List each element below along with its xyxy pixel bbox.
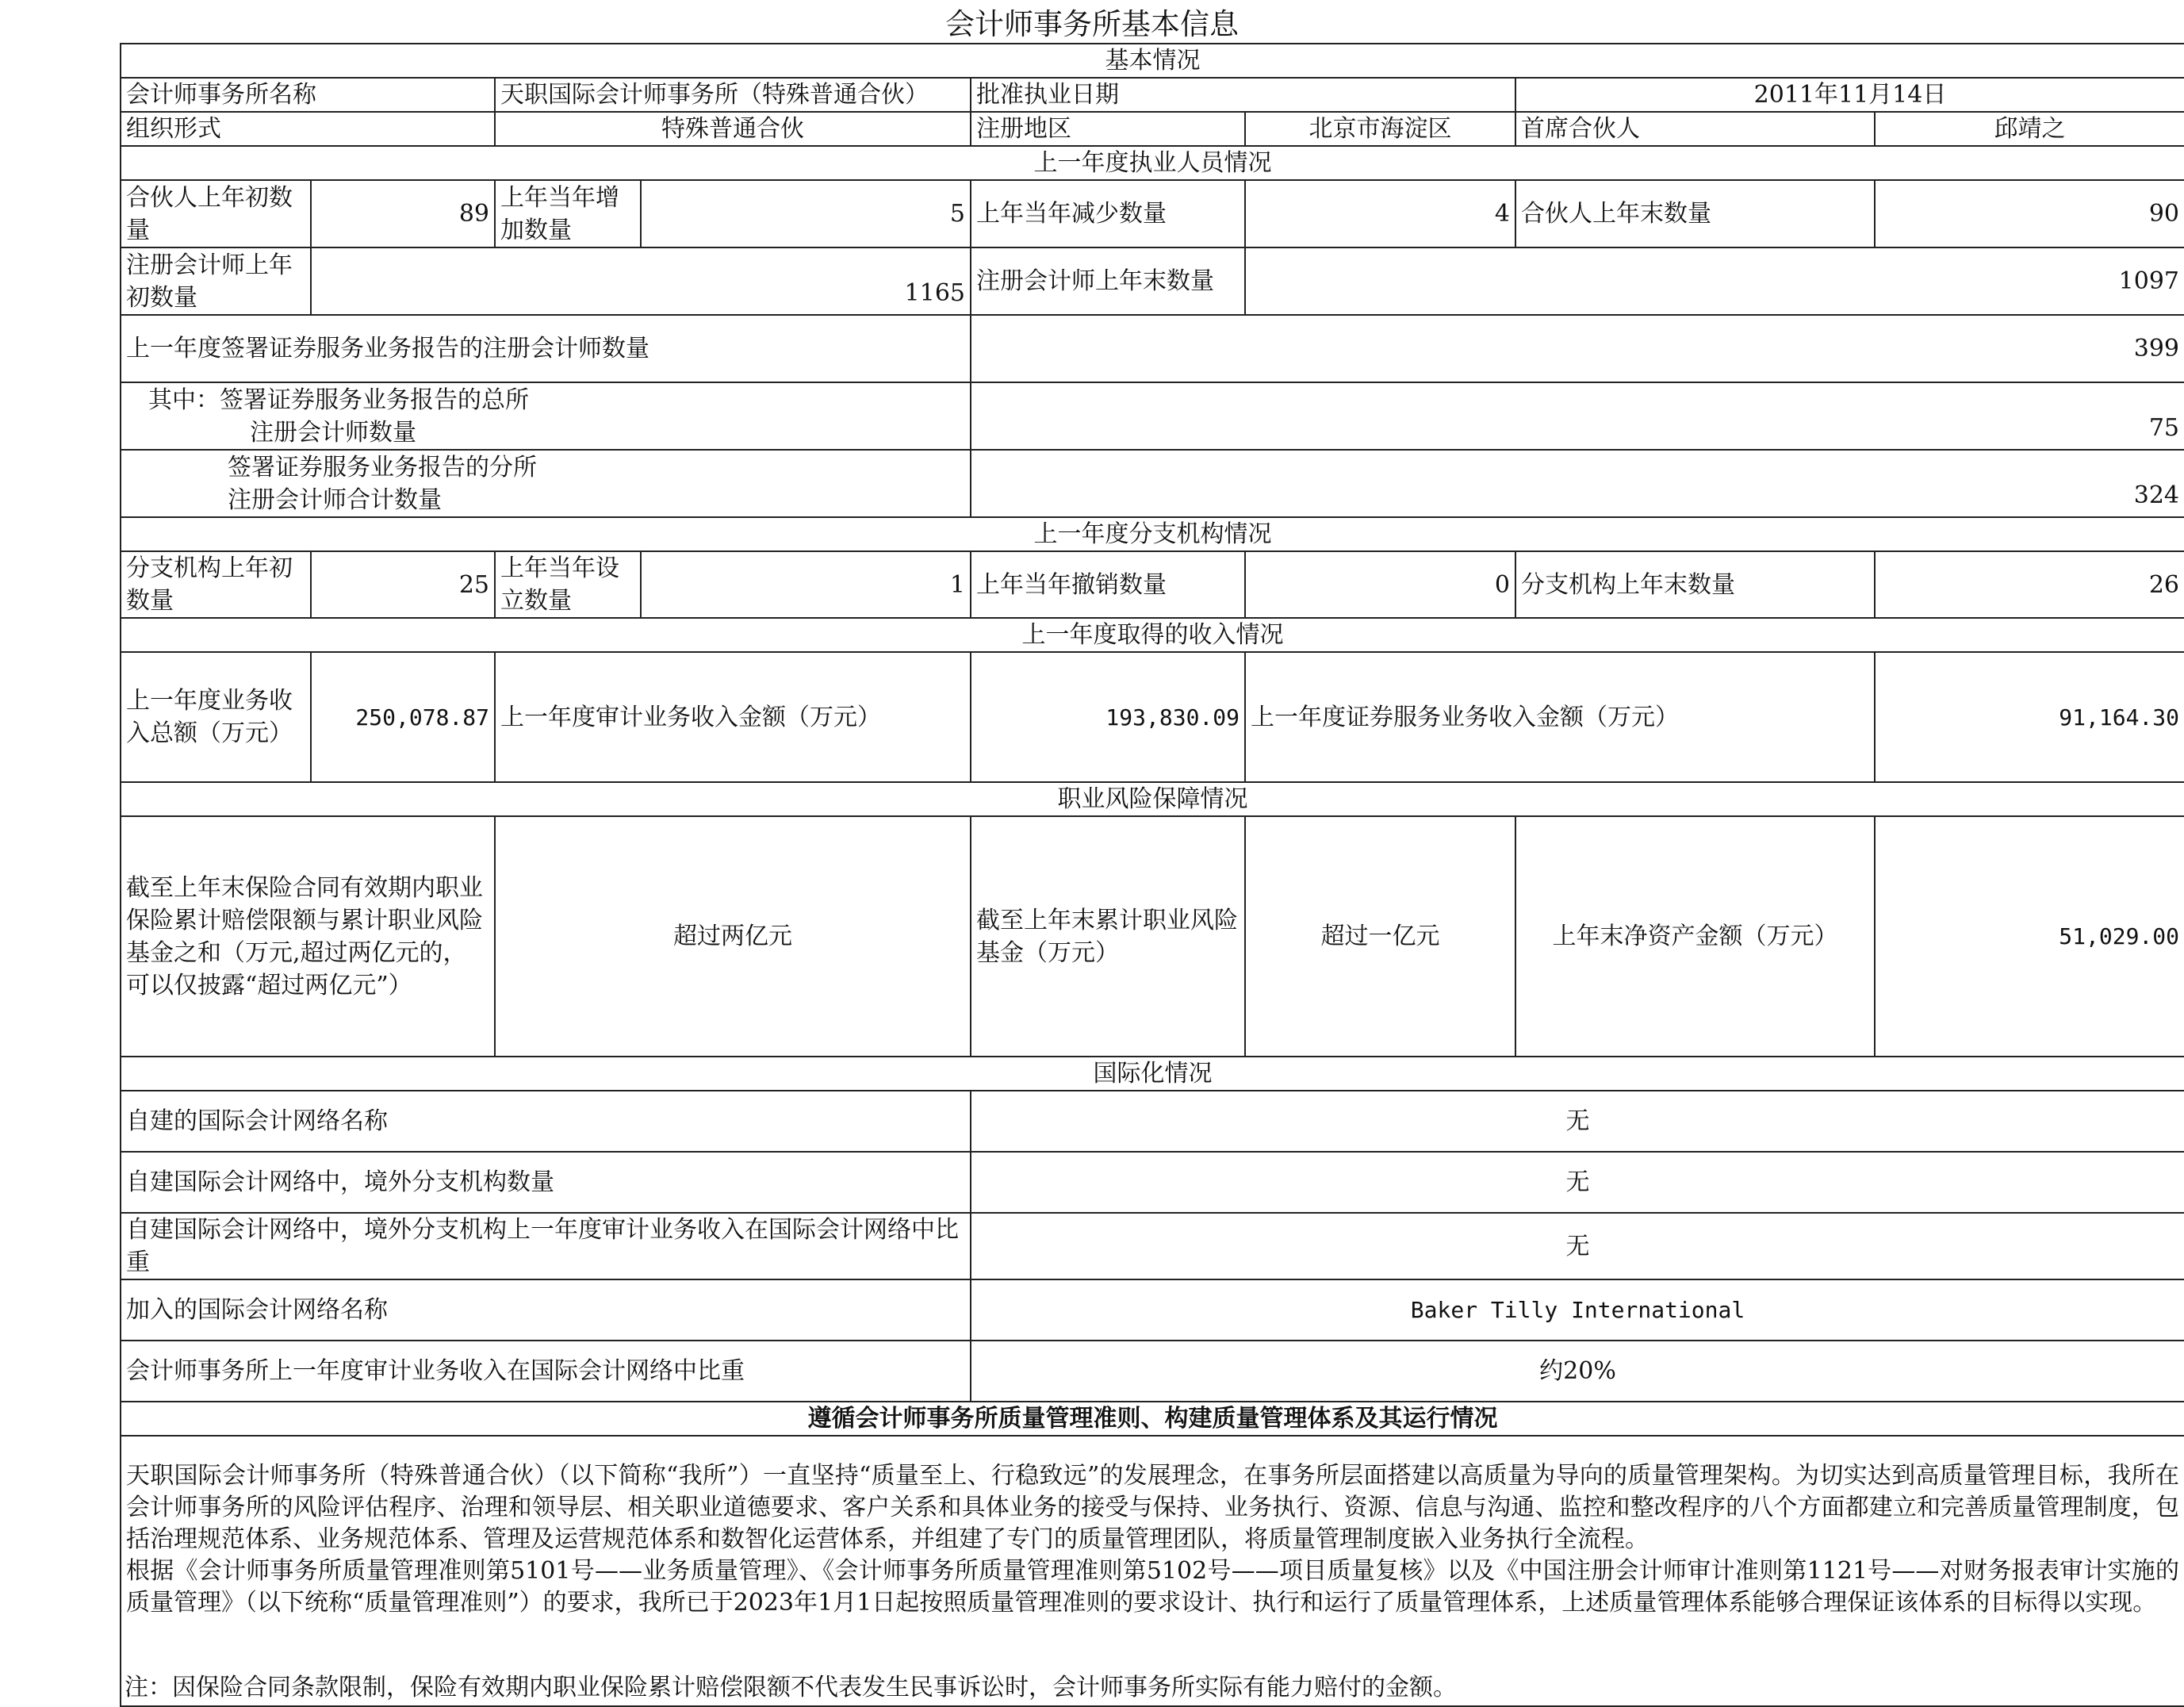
partners-begin-value: 89 — [311, 180, 495, 247]
section-staff-title: 上一年度执业人员情况 — [121, 146, 2184, 180]
hq-prefix: 其中： — [148, 386, 220, 414]
hq-cpa-label — [121, 382, 971, 450]
region-label: 注册地区 — [971, 112, 1245, 146]
branch-cpa-label — [121, 450, 971, 517]
table-row — [121, 450, 2184, 517]
net-assets-label: 上年末净资产金额（万元） — [1515, 816, 1875, 1057]
table-row — [121, 78, 2184, 112]
section-income-title: 上一年度取得的收入情况 — [121, 618, 2184, 652]
branch-cpa-line1: 签署证券服务业务报告的分所 — [228, 453, 537, 481]
partners-added-label: 上年当年增加数量 — [495, 180, 641, 247]
branches-begin-label: 分支机构上年初数量 — [121, 551, 311, 618]
section-risk-title: 职业风险保障情况 — [121, 782, 2184, 816]
table-row — [121, 816, 2184, 1057]
income-securities-value: 91,164.30 — [1875, 652, 2184, 782]
table-row — [121, 1091, 2184, 1152]
section-risk — [121, 782, 2184, 816]
section-income — [121, 618, 2184, 652]
table-row — [121, 315, 2184, 382]
branch-cpa-line2: 注册会计师合计数量 — [228, 485, 442, 514]
approval-date-label: 批准执业日期 — [971, 78, 1515, 112]
footnote: 注：因保险合同条款限制，保险有效期内职业保险累计赔偿限额不代表发生民事诉讼时，会计师事务所实际有能力赔付的金额。 — [125, 1674, 1457, 1701]
branches-added-label: 上年当年设立数量 — [495, 551, 641, 618]
hq-cpa-line1: 其中：签署证券服务业务报告的总所 — [148, 386, 529, 414]
income-total-value: 250,078.87 — [311, 652, 495, 782]
income-securities-label: 上一年度证券服务业务收入金额（万元） — [1245, 652, 1875, 782]
partners-begin-label: 合伙人上年初数量 — [121, 180, 311, 247]
income-total-label: 上一年度业务收入总额（万元） — [121, 652, 311, 782]
overseas-ratio-label: 自建国际会计网络中，境外分支机构上一年度审计业务收入在国际会计网络中比重 — [121, 1213, 971, 1279]
section-branches-title: 上一年度分支机构情况 — [121, 517, 2184, 551]
partners-end-label: 合伙人上年末数量 — [1515, 180, 1875, 247]
section-basic-title: 基本情况 — [121, 44, 2184, 78]
section-staff — [121, 146, 2184, 180]
branches-removed-label: 上年当年撤销数量 — [971, 551, 1245, 618]
section-international-title: 国际化情况 — [121, 1057, 2184, 1091]
quality-paragraph-2: 根据《会计师事务所质量管理准则第5101号——业务质量管理》、《会计师事务所质量管理准则第5102号——项目质量复核》以及《中国注册会计师审计准则第1121号——对财务报表审计实施的质量管理》（以下统称“质量管理准则”）的要求，我所已于2023年1月1日起按照质量管理准则的要求设计、执行和运行了质量管理体系，上述质量管理体系能够合理保证该体系的目标得以实现。 — [126, 1557, 2179, 1617]
risk-fund-label: 截至上年末累计职业风险基金（万元） — [971, 816, 1245, 1057]
partners-reduced-value: 4 — [1245, 180, 1515, 247]
overseas-branch-value: 无 — [971, 1152, 2184, 1213]
table-row — [121, 1279, 2184, 1341]
cpa-end-value: 1097 — [1245, 247, 2184, 315]
quality-paragraph-1: 天职国际会计师事务所（特殊普通合伙）（以下简称“我所”）一直坚持“质量至上、行稳致远”的发展理念，在事务所层面搭建以高质量为导向的质量管理架构。为切实达到高质量管理目标，我所在会计师事务所的风险评估程序、治理和领导层、相关职业道德要求、客户关系和具体业务的接受与保持、业务执行、资源、信息与沟通、监控和整改程序的八个方面都建立和完善质量管理制度，包括治理规范体系、业务规范体系、管理及运营规范体系和数智化运营体系，并组建了专门的质量管理团队，将质量管理制度嵌入业务执行全流程。 — [126, 1462, 2179, 1553]
securities-cpa-value: 399 — [971, 315, 2184, 382]
own-network-label: 自建的国际会计网络名称 — [121, 1091, 971, 1152]
cpa-begin-value: 1165 — [311, 247, 971, 315]
partners-reduced-label: 上年当年减少数量 — [971, 180, 1245, 247]
firm-name-label: 会计师事务所名称 — [121, 78, 495, 112]
info-table — [120, 43, 2184, 1707]
chief-partner-label: 首席合伙人 — [1515, 112, 1875, 146]
joined-network-label: 加入的国际会计网络名称 — [121, 1279, 971, 1341]
firm-name-value: 天职国际会计师事务所（特殊普通合伙） — [495, 78, 971, 112]
table-row — [121, 1152, 2184, 1213]
branches-added-value: 1 — [641, 551, 971, 618]
securities-cpa-label: 上一年度签署证券服务业务报告的注册会计师数量 — [121, 315, 971, 382]
joined-network-value: Baker Tilly International — [971, 1279, 2184, 1341]
table-row — [121, 180, 2184, 247]
branches-removed-value: 0 — [1245, 551, 1515, 618]
table-row — [121, 247, 2184, 315]
section-international — [121, 1057, 2184, 1091]
risk-fund-value: 超过一亿元 — [1245, 816, 1515, 1057]
section-quality-title: 遵循会计师事务所质量管理准则、构建质量管理体系及其运行情况 — [121, 1402, 2184, 1436]
income-audit-label: 上一年度审计业务收入金额（万元） — [495, 652, 971, 782]
org-form-label: 组织形式 — [121, 112, 495, 146]
branches-end-value: 26 — [1875, 551, 2184, 618]
overseas-branch-label: 自建国际会计网络中，境外分支机构数量 — [121, 1152, 971, 1213]
table-row — [121, 1213, 2184, 1279]
approval-date-value: 2011年11月14日 — [1515, 78, 2184, 112]
table-row — [121, 1436, 2184, 1706]
chief-partner-value: 邱靖之 — [1875, 112, 2184, 146]
insurance-value: 超过两亿元 — [495, 816, 971, 1057]
firm-ratio-value: 约20% — [971, 1341, 2184, 1402]
income-audit-value: 193,830.09 — [971, 652, 1245, 782]
table-row — [121, 382, 2184, 450]
own-network-value: 无 — [971, 1091, 2184, 1152]
quality-body — [121, 1436, 2184, 1706]
cpa-end-label: 注册会计师上年末数量 — [971, 247, 1245, 315]
insurance-label: 截至上年末保险合同有效期内职业保险累计赔偿限额与累计职业风险基金之和（万元,超过两亿元的，可以仅披露“超过两亿元”） — [121, 816, 495, 1057]
region-value: 北京市海淀区 — [1245, 112, 1515, 146]
overseas-ratio-value: 无 — [971, 1213, 2184, 1279]
hq-cpa-line2: 注册会计师数量 — [250, 418, 416, 447]
table-row — [121, 551, 2184, 618]
table-row — [121, 1341, 2184, 1402]
org-form-value: 特殊普通合伙 — [495, 112, 971, 146]
hq-cpa-value: 75 — [971, 382, 2184, 450]
partners-end-value: 90 — [1875, 180, 2184, 247]
cpa-begin-label: 注册会计师上年初数量 — [121, 247, 311, 315]
branches-end-label: 分支机构上年末数量 — [1515, 551, 1875, 618]
section-quality — [121, 1402, 2184, 1436]
net-assets-value: 51,029.00 — [1875, 816, 2184, 1057]
table-row — [121, 652, 2184, 782]
branch-cpa-value: 324 — [971, 450, 2184, 517]
page-title: 会计师事务所基本信息 — [945, 7, 1239, 41]
section-branches — [121, 517, 2184, 551]
table-row — [121, 112, 2184, 146]
section-basic — [121, 44, 2184, 78]
partners-added-value: 5 — [641, 180, 971, 247]
branches-begin-value: 25 — [311, 551, 495, 618]
firm-ratio-label: 会计师事务所上一年度审计业务收入在国际会计网络中比重 — [121, 1341, 971, 1402]
